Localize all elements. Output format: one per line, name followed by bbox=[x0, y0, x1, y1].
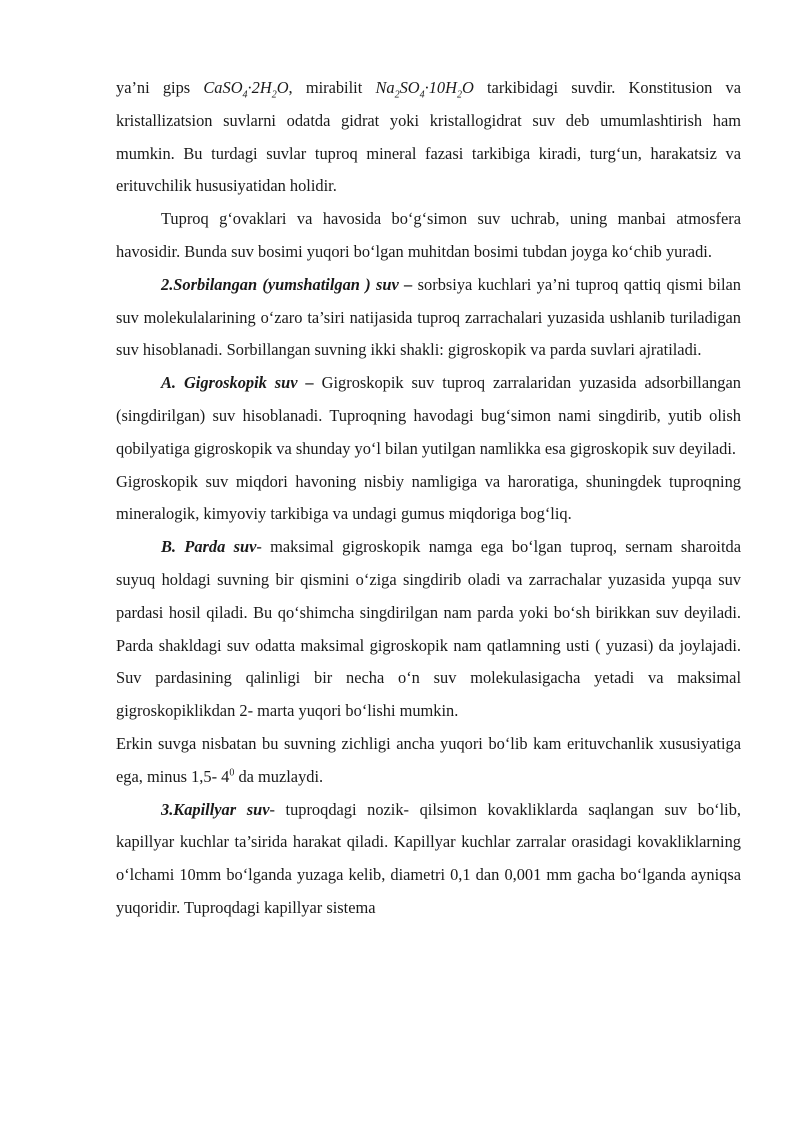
text-span: , mirabilit bbox=[288, 78, 376, 97]
subscript: 2 bbox=[271, 89, 277, 101]
text-span: - maksimal gigroskopik namga ega bo‘lgan tuproq, sernam sharoitda suyuq holdagi suvning bir qismini o‘ziga singdirib oladi va zarrachalar yuzasida yupqa suv pardasi hosil qiladi. Bu qo‘shimcha singdirilgan nam parda yoki bo‘sh birikkan suv deyiladi. Parda shakldagi suv odatta maksimal gigroskopik nam qatlamning usti ( yuzasi) da joylajadi. Suv pardasining qalinligi bir necha o‘n suv molekulasigacha yetadi va maksimal gigroskopiklikdan 2- marta yuqori bo‘lishi mumkin. bbox=[116, 537, 741, 721]
formula-part: Na bbox=[375, 78, 395, 97]
formula-part: CaSO bbox=[203, 78, 243, 97]
text-span: Gigroskopik suv tuproq zarralaridan yuzasida adsorbillangan (singdirilgan) suv hisoblanadi. Tuproqning havodagi bug‘simon nami singdirib, yutib olish qobilyatiga gigroskopik va shunday yo‘l bilan yutilgan namlikka esa gigroskopik suv deyiladi. bbox=[116, 373, 741, 458]
paragraph-capillary-water bbox=[116, 794, 741, 925]
section-heading-sorbed: 2.Sorbilangan (yumshatilgan ) suv – bbox=[161, 274, 413, 294]
section-heading-hygroscopic: A. Gigroskopik suv – bbox=[161, 373, 314, 393]
text-span: Erkin suvga nisbatan bu suvning zichligi ancha yuqori bo‘lib kam erituvchanlik xususiyatiga ega, minus 1,5- 4 bbox=[116, 733, 741, 786]
formula-gypsum bbox=[203, 78, 289, 101]
text-span: ya’ni gips bbox=[116, 78, 204, 97]
paragraph-vapor-water: Tuproq g‘ovaklari va havosida bo‘g‘simon suv uchrab, uning manbai atmosfera havosidir. Bunda suv bosimi yuqori bo‘lgan muhitdan bosimi tubdan joyga ko‘chib yuradi. bbox=[116, 209, 741, 261]
text-span: da muzlaydi. bbox=[234, 766, 324, 786]
formula-part: ·2H bbox=[247, 78, 272, 97]
section-heading-film: B. Parda suv bbox=[161, 537, 257, 557]
subscript: 2 bbox=[456, 89, 462, 101]
formula-part: O bbox=[461, 78, 474, 97]
paragraph-sorbed-water bbox=[116, 269, 741, 367]
subscript: 2 bbox=[394, 89, 400, 101]
superscript: 0 bbox=[229, 767, 235, 779]
paragraph-hygroscopic-water bbox=[116, 367, 741, 465]
document-page bbox=[116, 72, 741, 925]
text-span: - tuproqdagi nozik- qilsimon kovakliklarda saqlangan suv bo‘lib, kapillyar kuchlar ta’sirida harakat qiladi. Kapillyar kuchlar zarralar orasidagi kovakliklarning o‘lchami 10mm bo‘lganda yuzaga kelib, diametri 0,1 dan 0,001 mm gacha bo‘lganda ayniqsa yuqoridir. Tuproqdagi kapillyar sistema bbox=[116, 799, 741, 917]
formula-part: O bbox=[276, 78, 289, 97]
paragraph-film-water bbox=[116, 531, 741, 728]
paragraph-gypsum-water bbox=[116, 72, 741, 203]
formula-mirabilite bbox=[375, 78, 474, 101]
formula-part: ·10H bbox=[424, 78, 457, 97]
subscript: 4 bbox=[242, 89, 248, 101]
formula-part: SO bbox=[399, 78, 420, 97]
paragraph-film-density bbox=[116, 728, 741, 794]
text-span: tarkibidagi suvdir. Konstitusion va kristallizatsion suvlarni odatda gidrat yoki kristallogidrat suv deb umumlashtirish ham mumkin. Bu turdagi suvlar tuproq mineral fazasi tarkibiga kiradi, turg‘un, harakatsiz va erituvchilik hususiyatidan holidir. bbox=[116, 78, 741, 196]
text-span: sorbsiya kuchlari ya’ni tuproq qattiq qismi bilan suv molekulalarining o‘zaro ta’siri natijasida tuproq zarrachalari yuzasida ushlanib turiladigan suv hisoblanadi. Sorbillangan suvning ikki shakli: gigroskopik va parda suvlari ajratiladi. bbox=[116, 274, 741, 360]
section-heading-capillary: 3.Kapillyar suv bbox=[161, 799, 270, 819]
paragraph-hygroscopic-amount: Gigroskopik suv miqdori havoning nisbiy namligiga va haroratiga, shuningdek tuproqning mineralogik, kimyoviy tarkibiga va undagi gumus miqdoriga bog‘liq. bbox=[116, 471, 741, 524]
subscript: 4 bbox=[419, 89, 425, 101]
